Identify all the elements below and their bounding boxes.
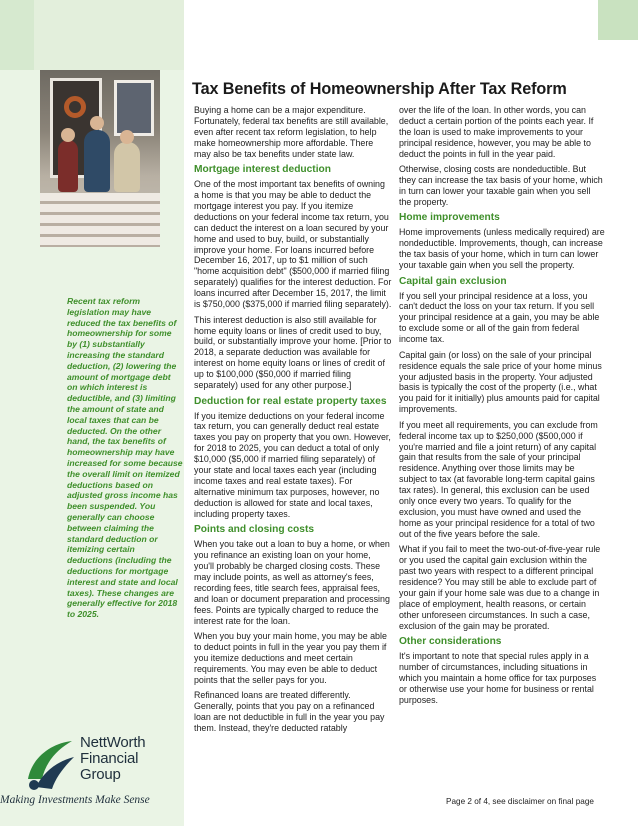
decor-band: [34, 0, 184, 70]
page-footer: Page 2 of 4, see disclaimer on final page: [446, 797, 594, 806]
article-column-right: [399, 105, 605, 710]
paragraph: Home improvements (unless medically required) are nondeductible. Improvements, though, can increase the tax basis of your home, which in turn can lower your taxable gain when you sell the property.: [399, 227, 605, 271]
section-heading: Home improvements: [399, 212, 500, 224]
paragraph: When you take out a loan to buy a home, or when you refinance an existing loan on your home, you'll probably be charged closing costs. These may include points, as well as attorney's fees, recording fees, title search fees, appraisal fees, and loan or document preparation and processing fees. Points are typically charged to reduce the interest rate for the loan.: [194, 539, 390, 626]
section-heading: Mortgage interest deduction: [194, 164, 331, 176]
paragraph: If you itemize deductions on your federal income tax return, you can generally deduct real estate taxes you pay on property that you own. However, for 2018 to 2025, you can deduct a total of only $10,000 ($5,000 if married filing separately) of your state and local taxes each year (including income taxes and real estate taxes). For alternative minimum tax purposes, however, no deduction is allowed for state and local taxes, including property taxes.: [194, 410, 391, 519]
logo-line-2: Financial: [80, 750, 139, 767]
paragraph: What if you fail to meet the two-out-of-five-year rule or you used the capital gain exclusion within the past two years with respect to a different principal residence? You may still be able to exclude part of your gain if your home sale was due to a change in place of employment, health reasons, or certain other unforeseen circumstances. In such a case, exclusion of the gain may be prorated.: [399, 544, 601, 631]
sidebar-note: Recent tax reform legislation may have reduced the tax benefits of homeownership for some by (1) substantially increasing the standard deduction, (2) lowering the amount of mortgage debt on which interest is deductible, and (3) limiting the amount of state and local taxes that can be deducted. On the other hand, the tax benefits of homeownership may have increased for some because the overall limit on itemized deductions based on adjusted gross income has been suspended. You generally can choose between claiming the standard deduction or itemizing certain deductions (including the deductions for mortgage interest and state and local taxes). These changes are generally effective for 2018 to 2025.: [67, 296, 183, 620]
paragraph: If you sell your principal residence at a loss, you can't deduct the loss on your tax return. If you sell your principal residence at a gain, you may be able to exclude some or all of the gain from federal income tax.: [399, 290, 600, 345]
paragraph: over the life of the loan. In other words, you can deduct a certain portion of the points each year. If the loan is used to make improvements to your principal residence, however, you may be able to deduct the points in full in the year paid.: [399, 105, 594, 159]
section-heading: Capital gain exclusion: [399, 275, 507, 287]
logo-line-3: Group: [80, 766, 121, 783]
paragraph: One of the most important tax benefits of owning a home is that you may be able to deduct the mortgage interest you pay. If you itemize deductions on your federal income tax return, you can deduct the interest on a loan secured by your home and used to buy, build, or substantially improve your home. For loans incurred before December 16, 2017, up to $1 million of such "home acquisition debt" ($500,000 if married filing separately) qualifies for the interest deduction. For loans incurred after December 15, 2017, the limit is $750,000 ($375,000 if married filing separately).: [194, 179, 392, 310]
logo-tagline: Making Investments Make Sense: [0, 794, 150, 806]
logo-mark-icon: [22, 735, 78, 795]
section-heading: Deduction for real estate property taxes: [194, 395, 387, 407]
page-title: Tax Benefits of Homeownership After Tax Reform: [192, 80, 567, 98]
paragraph: Capital gain (or loss) on the sale of your principal residence equals the sale price of your home minus your adjusted basis in the property. Your adjusted basis is typically the cost of the property (i.e., what you paid for it initially) plus amounts paid for capital improvements.: [399, 349, 602, 415]
paragraph: This interest deduction is also still available for home equity loans or lines of credit used to buy, build, or substantially improve your home. [Prior to 2018, a separate deduction was available for interest on home equity loans or lines of credit of up to $100,000 ($50,000 if married filing separately) used for any other purpose.]: [194, 314, 392, 391]
paragraph: When you buy your main home, you may be able to deduct points in full in the year you pay them if you itemize deductions and meet certain requirements. You may even be able to deduct points that the seller pays for you.: [194, 631, 387, 685]
section-heading: Points and closing costs: [194, 524, 315, 536]
paragraph: Buying a home can be a major expenditure. Fortunately, federal tax benefits are still available, even after recent tax reform legislation, to help make homeownership more affordable. There may also be tax benefits under state law.: [194, 105, 389, 159]
family-photo: [40, 70, 160, 247]
logo-line-1: NettWorth: [80, 734, 146, 751]
section-heading: Other considerations: [399, 636, 502, 648]
paragraph: Refinanced loans are treated differently. Generally, points that you pay on a refinanced loan are not deductible in full in the year you pay them. Instead, they're deducted ratably: [194, 690, 385, 733]
paragraph: Otherwise, closing costs are nondeductible. But they can increase the tax basis of your home, which in turn can lower your taxable gain when you sell the property.: [399, 164, 603, 207]
article-column-left: [194, 105, 392, 738]
paragraph: If you meet all requirements, you can exclude from federal income tax up to $250,000 ($500,000 if you're married and file a joint return) of any capital gain that results from the sale of your principal residence. Anything over those limits may be subject to tax (at favorable long-term capital gains tax rates). In general, this exclusion can be used only once every two years. To qualify for the exclusion, you must have owned and used the home as your principal residence for a total of two out of the five years before the sale.: [399, 419, 598, 539]
paragraph: It's important to note that special rules apply in a number of circumstances, including situations in which you maintain a home office for tax purposes or otherwise use your home for business or rental purposes.: [399, 651, 597, 705]
decor-band: [598, 0, 638, 40]
decor-band: [0, 0, 34, 70]
